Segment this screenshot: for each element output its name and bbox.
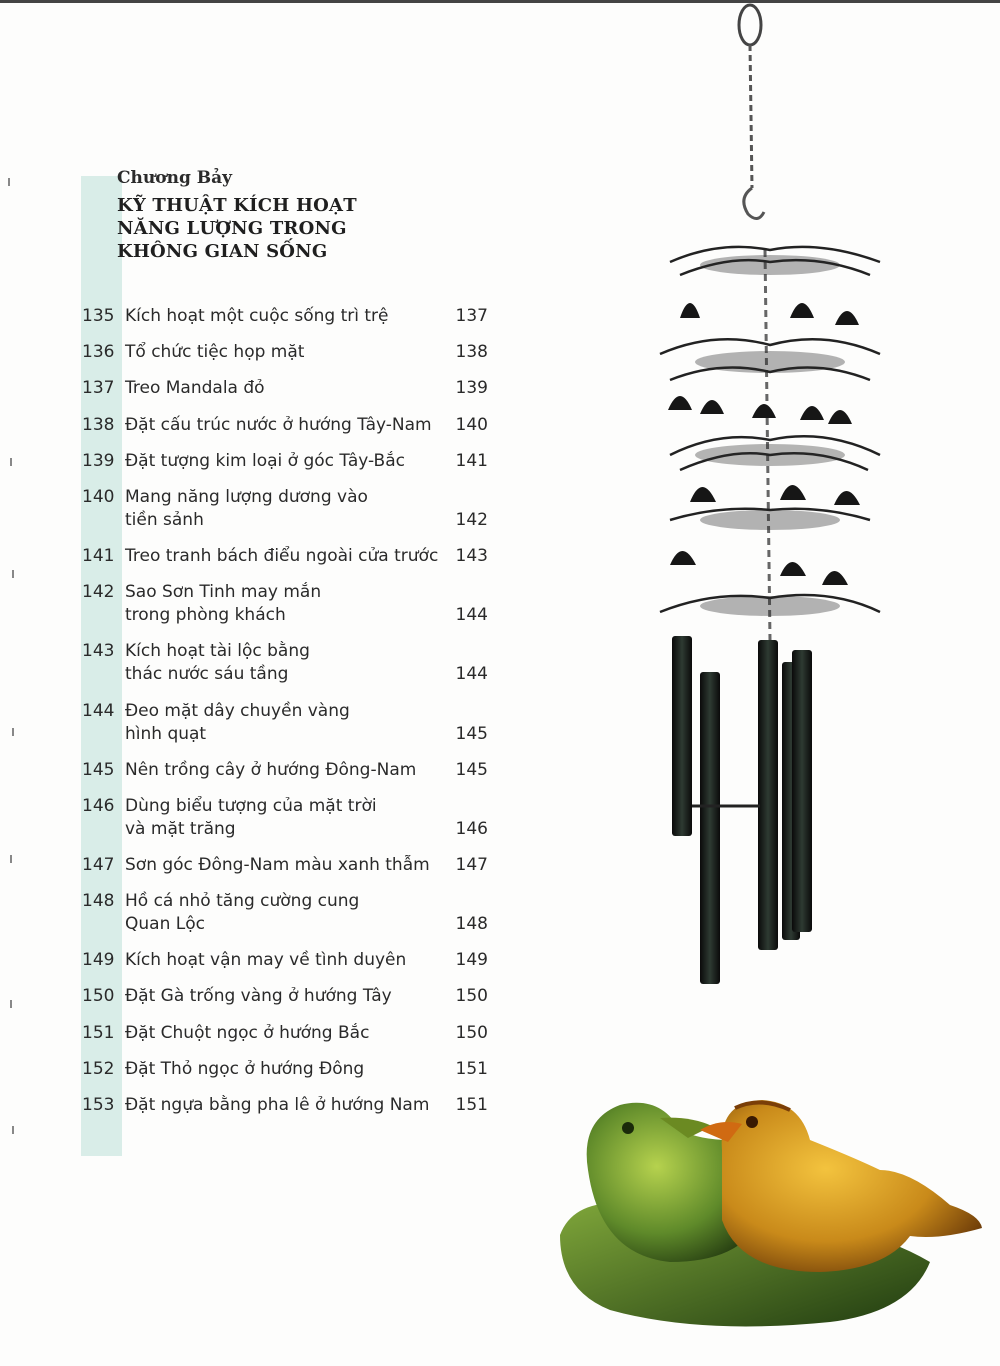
toc-entry-page: 138 bbox=[455, 342, 488, 363]
toc-entry-title-line: thác nước sáu tầng bbox=[125, 664, 289, 685]
toc-entry-number: 151 bbox=[82, 1022, 115, 1043]
toc-entry-number: 152 bbox=[82, 1058, 115, 1079]
toc-entry-number: 136 bbox=[82, 342, 115, 363]
toc-entry-title-line: Hồ cá nhỏ tăng cường cung bbox=[125, 891, 360, 912]
toc-entry-title-line: Đặt Thỏ ngọc ở hướng Đông bbox=[125, 1058, 365, 1079]
toc-entry-page: 150 bbox=[455, 986, 488, 1007]
toc-entry-page: 143 bbox=[455, 546, 488, 567]
toc-entry-number: 148 bbox=[82, 891, 115, 912]
toc-entry-number: 135 bbox=[82, 306, 115, 326]
toc-entry-number: 144 bbox=[82, 700, 115, 721]
toc-entry-page: 137 bbox=[455, 306, 488, 326]
chapter-title-line: KỸ THUẬT KÍCH HOẠT bbox=[117, 195, 357, 216]
toc-entry-title-line: Mang năng lượng dương vào bbox=[125, 487, 368, 507]
toc-entry-number: 143 bbox=[82, 641, 115, 662]
toc-entry-number: 147 bbox=[82, 854, 115, 875]
toc-entry-number: 153 bbox=[82, 1095, 115, 1115]
toc-entry-title-line: Treo tranh bách điểu ngoài cửa trước bbox=[125, 546, 439, 567]
toc-entry-title-line: Dùng biểu tượng của mặt trời bbox=[125, 795, 377, 816]
toc-entry-page: 150 bbox=[455, 1022, 488, 1043]
toc-entry-title-line: Nên trồng cây ở hướng Đông-Nam bbox=[125, 759, 417, 780]
toc-entry-title-line: Quan Lộc bbox=[125, 914, 205, 935]
toc-entry-number: 142 bbox=[82, 582, 115, 603]
toc-entry-page: 145 bbox=[455, 759, 488, 780]
toc-entry-page: 151 bbox=[455, 1058, 488, 1079]
toc-entry-page: 145 bbox=[455, 723, 488, 744]
toc-entry-page: 149 bbox=[455, 950, 488, 971]
toc-entry-page: 144 bbox=[455, 664, 488, 685]
toc-entry-title-line: Treo Mandala đỏ bbox=[125, 378, 265, 399]
toc-entry-title-line: Đặt ngựa bằng pha lê ở hướng Nam bbox=[125, 1095, 430, 1115]
toc-entry-title-line: Sao Sơn Tinh may mắn bbox=[125, 582, 322, 603]
toc-entry-page: 142 bbox=[455, 510, 488, 530]
toc-entry-title-line: Đeo mặt dây chuyền vàng bbox=[125, 700, 350, 721]
toc-entry-title-line: Sơn góc Đông-Nam màu xanh thẫm bbox=[125, 854, 430, 875]
toc-entry-title-line: tiền sảnh bbox=[125, 510, 204, 530]
toc-entry-title-line: trong phòng khách bbox=[125, 605, 286, 626]
toc-entry-page: 141 bbox=[455, 450, 488, 471]
toc-entry-title-line: Đặt tượng kim loại ở góc Tây-Bắc bbox=[125, 450, 405, 471]
toc-entry-number: 139 bbox=[82, 450, 115, 471]
toc-entry-number: 149 bbox=[82, 950, 115, 971]
toc-entry-page: 139 bbox=[455, 378, 488, 399]
toc-entry-page: 144 bbox=[455, 605, 488, 626]
toc-entry-number: 150 bbox=[82, 986, 115, 1007]
toc-entry-number: 145 bbox=[82, 759, 115, 780]
toc-entry-title-line: Đặt Gà trống vàng ở hướng Tây bbox=[125, 986, 392, 1007]
toc-entry-number: 140 bbox=[82, 487, 115, 507]
toc-entry-number: 141 bbox=[82, 546, 115, 567]
toc-entry-number: 146 bbox=[82, 795, 115, 816]
chapter-title-line: KHÔNG GIAN SỐNG bbox=[117, 241, 328, 262]
toc-entry-number: 138 bbox=[82, 414, 115, 435]
toc-entry-title-line: Kích hoạt tài lộc bằng bbox=[125, 641, 310, 662]
toc-entry-page: 148 bbox=[455, 914, 488, 935]
toc-entry-title-line: và mặt trăng bbox=[125, 818, 236, 839]
chapter-label: Chương Bảy bbox=[117, 168, 233, 188]
toc-entry-title-line: Tổ chức tiệc họp mặt bbox=[125, 342, 305, 363]
toc-entry-page: 146 bbox=[455, 818, 488, 839]
toc-entry-title-line: hình quạt bbox=[125, 723, 207, 744]
toc-entry-title-line: Đặt Chuột ngọc ở hướng Bắc bbox=[125, 1022, 370, 1043]
toc-entry-page: 140 bbox=[455, 414, 488, 435]
toc-entry-title-line: Đặt cấu trúc nước ở hướng Tây-Nam bbox=[125, 414, 432, 435]
toc-entry-title-line: Kích hoạt một cuộc sống trì trệ bbox=[125, 306, 389, 326]
toc-entry-number: 137 bbox=[82, 378, 115, 399]
toc-entry-page: 147 bbox=[455, 854, 488, 875]
toc-entry-page: 151 bbox=[455, 1095, 488, 1115]
toc-entry-title-line: Kích hoạt vận may về tình duyên bbox=[125, 950, 407, 971]
chapter-title-line: NĂNG LƯỢNG TRONG bbox=[117, 218, 347, 239]
